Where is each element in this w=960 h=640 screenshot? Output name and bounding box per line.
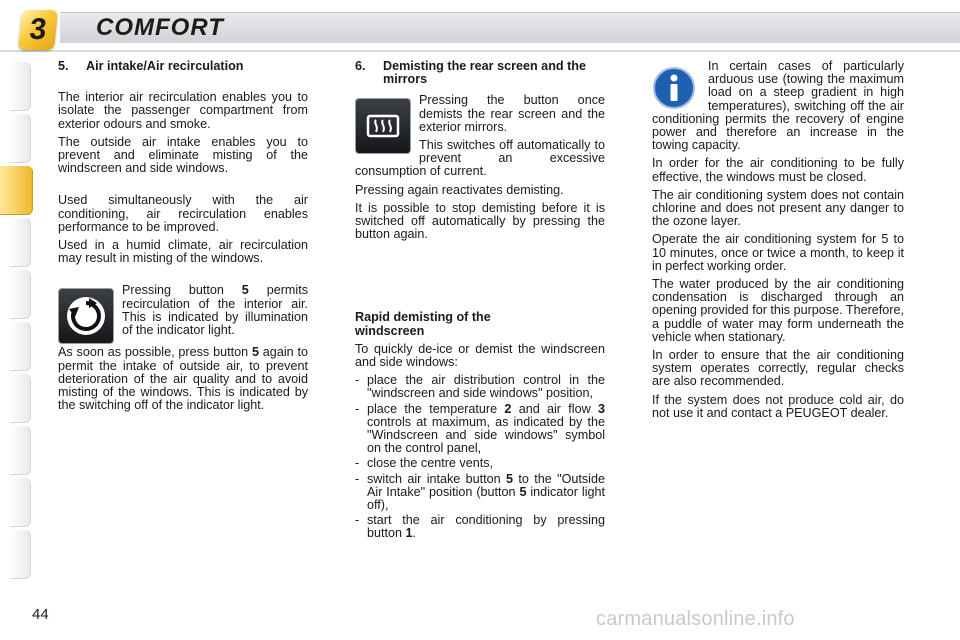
chapter-number-badge (18, 10, 58, 50)
column-air-intake (58, 60, 308, 417)
chapter-tab-7[interactable] (10, 374, 31, 423)
paragraph: In order to ensure that the air conditioning system operates correctly, regular checks are also recommended. (652, 348, 904, 389)
rapid-demisting-steps (355, 374, 605, 540)
text-run: and air flow (511, 401, 598, 416)
paragraph: Used in a humid climate, air recirculation may result in misting of the windows. (58, 238, 308, 266)
text-run: place the temperature (367, 401, 505, 416)
info-icon (652, 66, 696, 110)
chapter-tab-4[interactable] (10, 218, 31, 267)
chapter-tab-strip (0, 62, 34, 577)
list-item: - close the centre vents, (355, 457, 605, 470)
rear-demist-icon (365, 112, 401, 140)
list-item (355, 403, 605, 456)
paragraph: This switches off automatically to prevent an excessive consumption of current. (355, 138, 605, 179)
chapter-tab-3-active[interactable] (0, 166, 33, 215)
section-6-heading (355, 60, 605, 86)
text-run: switch air intake button (367, 471, 507, 486)
paragraph: Used simultaneously with the air conditioning, air recirculation enables performance to be improved. (58, 193, 308, 234)
paragraph: In certain cases of particularly arduous use (towing the maximum load on a steep gradient in high temperatures), switching off the air conditioning permits the recovery of engine power and therefore an increase in the towing capacity. (652, 59, 904, 153)
paragraph: In order for the air conditioning to be fully effective, the windows must be closed. (652, 156, 904, 184)
paragraph (58, 346, 308, 412)
section-5-heading (58, 60, 308, 73)
text-run: Pressing button (122, 284, 242, 298)
paragraph: The air conditioning system does not contain chlorine and does not present any danger to the ozone layer. (652, 187, 904, 229)
column-demisting (355, 60, 605, 543)
paragraph: The interior air recirculation enables you to isolate the passenger compartment from exterior odours and smoke. (58, 90, 308, 131)
paragraph: Pressing the button once demists the rear screen and the exterior mirrors. (419, 94, 605, 134)
section-5-number: 5. (58, 59, 69, 73)
chapter-tab-5[interactable] (10, 270, 31, 319)
column-air-conditioning-notes (652, 60, 904, 425)
paragraph: The outside air intake enables you to prevent and eliminate misting of the windscreen and side windows. (58, 134, 308, 176)
recirculation-icon (65, 295, 107, 337)
list-item (355, 473, 605, 513)
text-run: permits recirculation of the interior air. This is indicated by illumination of the indicator light. (122, 284, 308, 338)
recirculation-button-image (58, 288, 114, 344)
chapter-tab-1[interactable] (10, 62, 31, 111)
section-6-title: Demisting the rear screen and the mirrors (383, 59, 586, 87)
text-run: to the "Outside Air Intake" position (button (367, 471, 605, 499)
text-run: . (412, 526, 417, 541)
recirculation-block (58, 284, 308, 346)
chapter-tab-6[interactable] (10, 322, 31, 371)
section-6-number: 6. (355, 59, 366, 73)
rapid-demisting-heading: Rapid demisting of the windscreen (355, 310, 491, 338)
button-ref-5: 5 (251, 345, 259, 360)
text-run: again to permit the intake of outside air, to prevent deterioration of the air quality and to avoid misting of the windows. This is indicated by the switching off of the indicator light. (58, 345, 308, 413)
text-run: As soon as possible, press button (58, 345, 252, 360)
control-ref-2: 2 (504, 401, 512, 416)
paragraph: If the system does not produce cold air, do not use it and contact a PEUGEOT dealer. (652, 392, 904, 420)
watermark: carmanualsonline.info (596, 608, 795, 630)
section-5-title: Air intake/Air recirculation (86, 59, 244, 73)
button-ref-5: 5 (506, 471, 514, 486)
chapter-header (0, 0, 960, 52)
chapter-number: 3 (27, 13, 49, 46)
chapter-tab-10[interactable] (10, 530, 31, 579)
chapter-tab-9[interactable] (10, 478, 31, 527)
button-ref-5: 5 (241, 284, 249, 298)
list-item (355, 514, 605, 540)
chapter-title: COMFORT (96, 14, 224, 41)
page-number: 44 (32, 606, 49, 623)
paragraph: Operate the air conditioning system for 5 to 10 minutes, once or twice a month, to keep it in perfect working order. (652, 232, 904, 273)
paragraph: Pressing again reactivates demisting. (355, 182, 564, 197)
paragraph: The water produced by the air conditioning condensation is discharged through an opening provided for this purpose. Therefore, a puddle of water may form underneath the vehicle when stationary. (652, 277, 904, 344)
list-item: - place the air distribution control in the "windscreen and side windows" position, (355, 374, 605, 400)
rear-demist-button-image (355, 98, 411, 154)
header-divider (0, 50, 960, 52)
button-ref-1: 1 (405, 526, 413, 541)
text-run: start the air conditioning by pressing button (367, 513, 605, 541)
paragraph: To quickly de-ice or demist the windscreen and side windows: (355, 341, 605, 370)
text-run: controls at maximum, as indicated by the "Windscreen and side windows" symbol on the control panel, (367, 414, 605, 456)
button-ref-5: 5 (519, 484, 527, 499)
rear-demist-block (355, 94, 605, 183)
control-ref-3: 3 (597, 401, 605, 416)
chapter-tab-8[interactable] (10, 426, 31, 475)
info-block (652, 60, 904, 152)
text-run: indicator light off), (367, 484, 606, 513)
paragraph: It is possible to stop demisting before it is switched off automatically by pressing the button again. (355, 200, 605, 242)
chapter-tab-2[interactable] (10, 114, 31, 163)
